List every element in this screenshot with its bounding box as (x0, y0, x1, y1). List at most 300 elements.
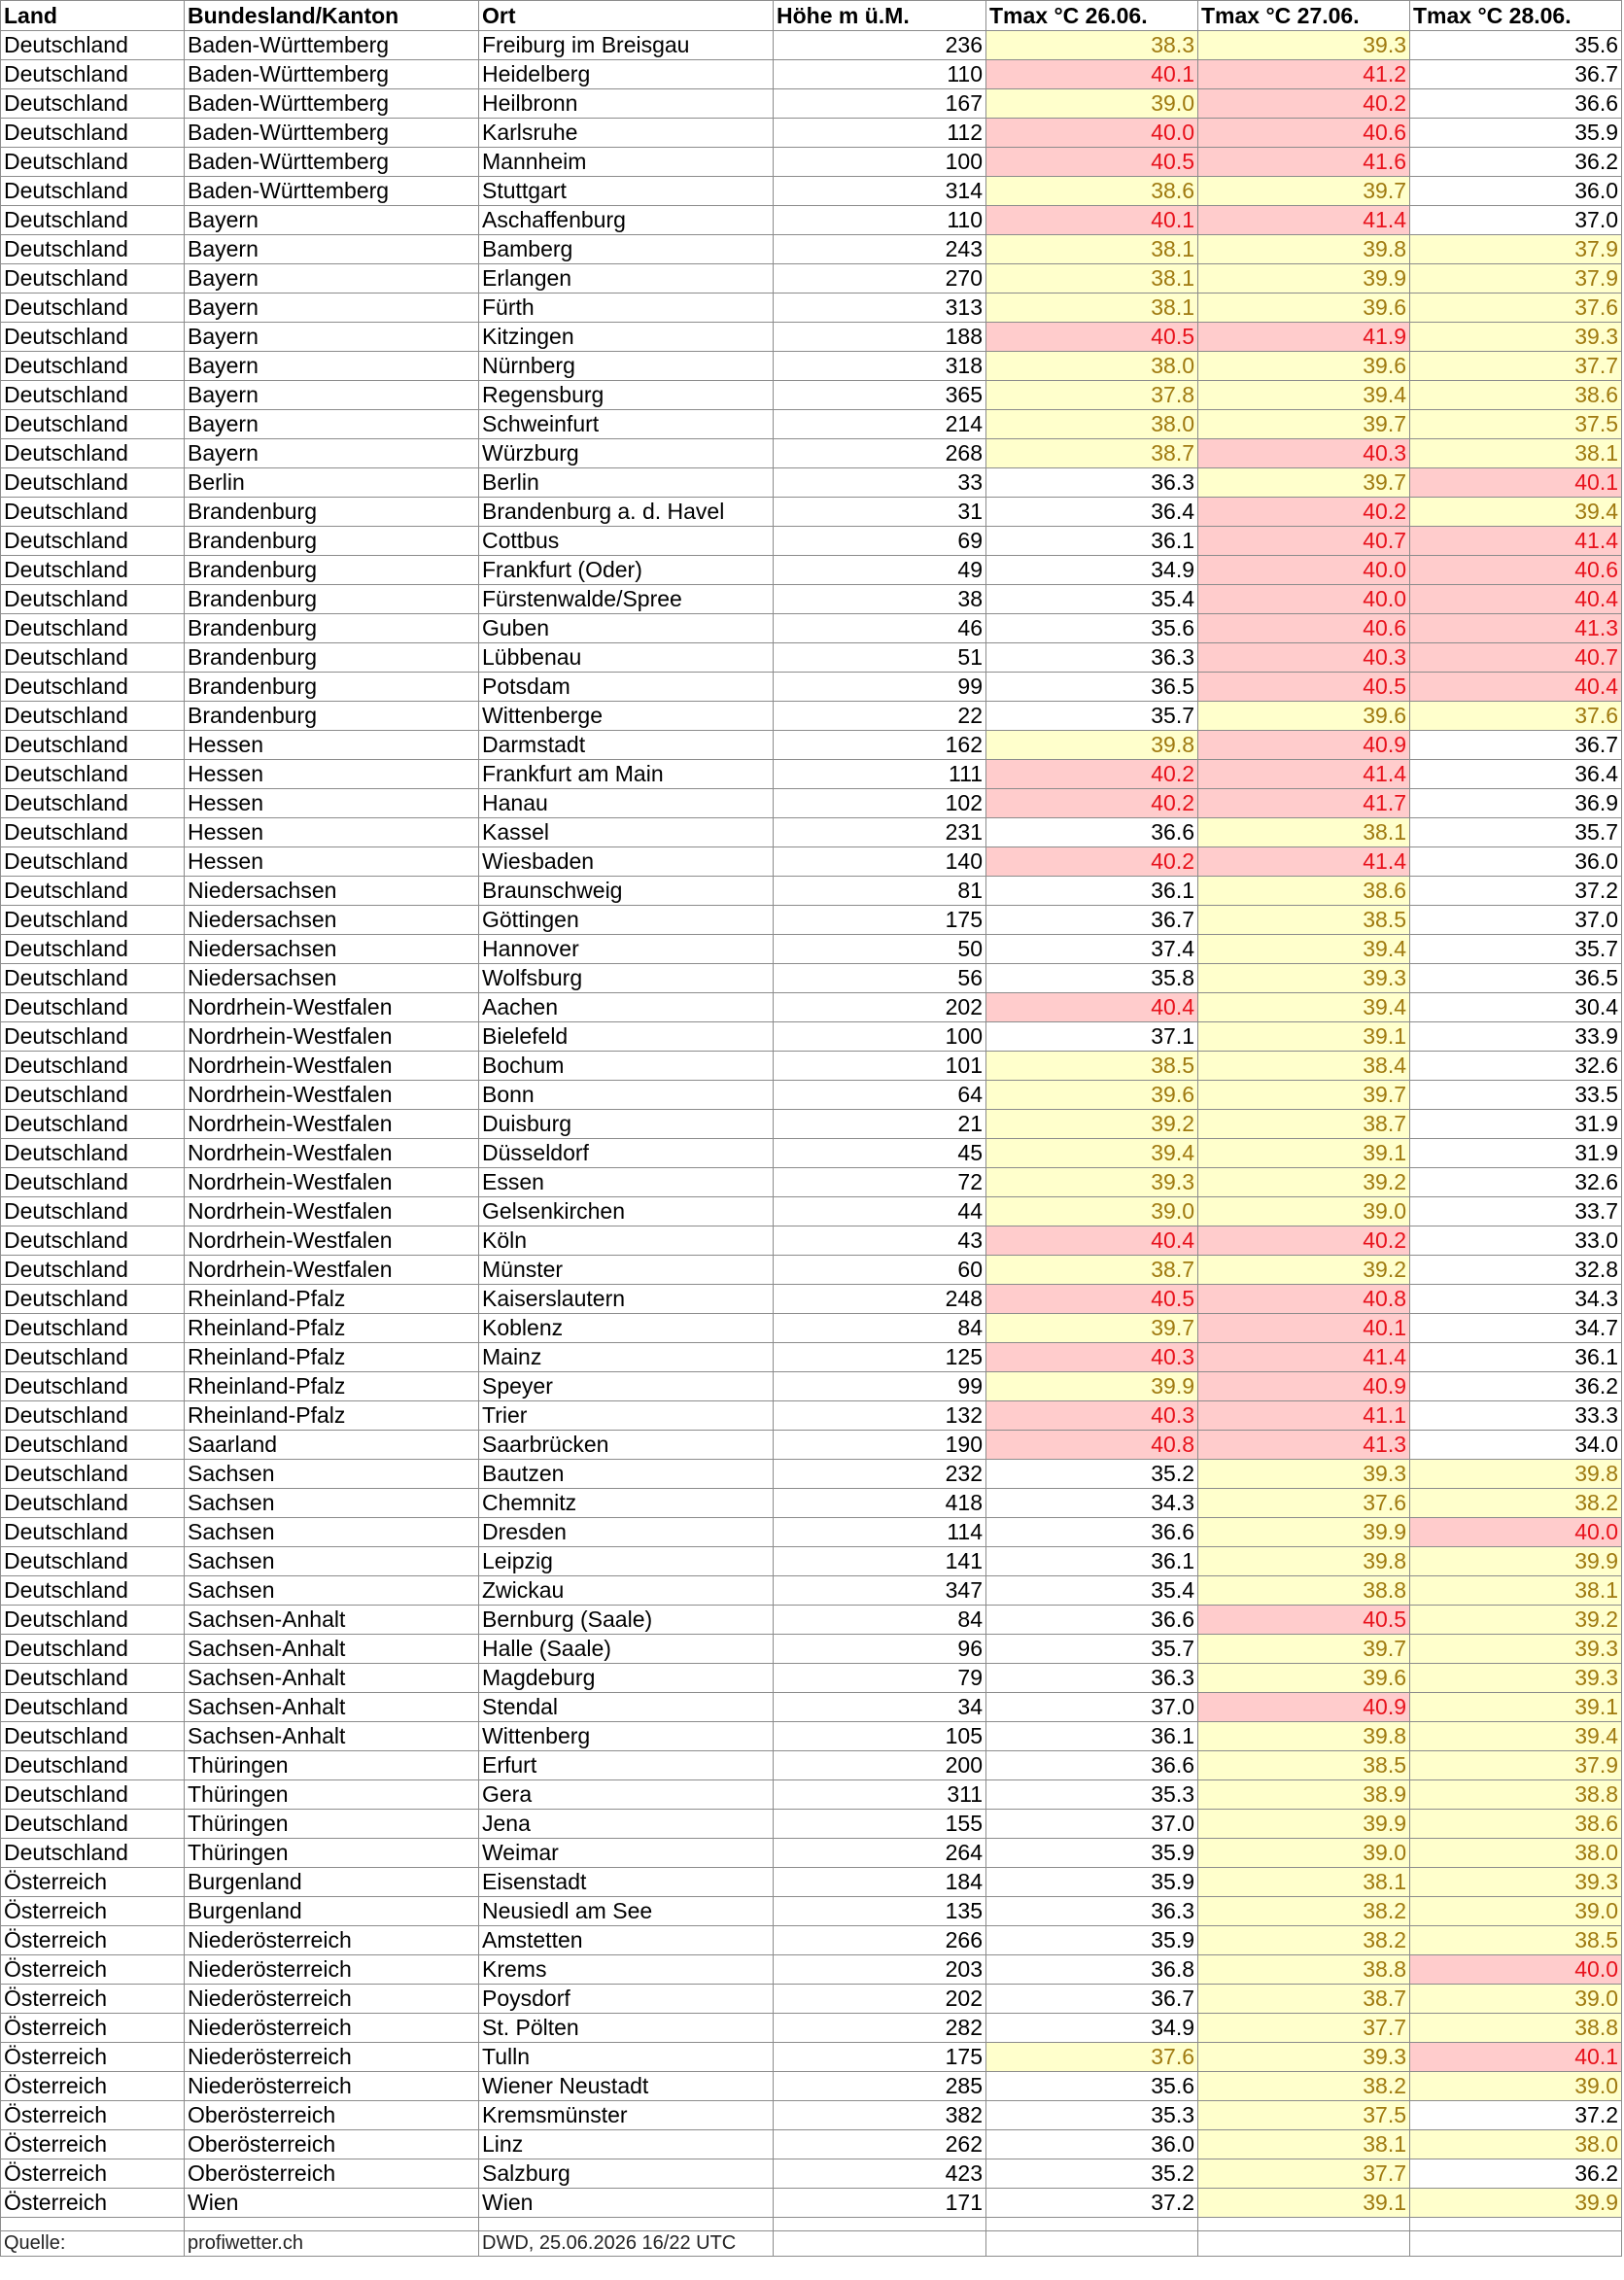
cell-tmax-26: 38.0 (986, 352, 1198, 381)
cell-ort: Bamberg (479, 235, 774, 264)
cell-bundesland: Bayern (185, 206, 479, 235)
cell-tmax-28: 36.2 (1410, 2159, 1622, 2189)
cell-tmax-28: 40.1 (1410, 468, 1622, 498)
cell-bundesland: Sachsen (185, 1518, 479, 1547)
cell-ort: Hannover (479, 935, 774, 964)
cell-bundesland: Sachsen-Anhalt (185, 1606, 479, 1635)
cell-tmax-27: 41.3 (1198, 1431, 1410, 1460)
cell-land: Deutschland (1, 614, 185, 643)
cell-hoehe: 141 (774, 1547, 986, 1576)
cell-tmax-28: 38.0 (1410, 1839, 1622, 1868)
cell-land: Deutschland (1, 352, 185, 381)
table-body (1, 31, 1622, 2218)
cell-hoehe: 72 (774, 1168, 986, 1197)
cell-tmax-26: 40.2 (986, 789, 1198, 818)
cell-ort: Gera (479, 1780, 774, 1810)
cell-tmax-27: 39.8 (1198, 1547, 1410, 1576)
cell-hoehe: 236 (774, 31, 986, 60)
cell-tmax-26: 40.3 (986, 1343, 1198, 1372)
cell-tmax-28: 40.1 (1410, 2043, 1622, 2072)
cell-tmax-26: 36.6 (986, 1751, 1198, 1780)
cell-bundesland: Brandenburg (185, 498, 479, 527)
table-row (1, 323, 1622, 352)
cell-land: Deutschland (1, 585, 185, 614)
cell-land: Deutschland (1, 468, 185, 498)
cell-hoehe: 188 (774, 323, 986, 352)
cell-hoehe: 423 (774, 2159, 986, 2189)
cell-ort: Erfurt (479, 1751, 774, 1780)
cell-bundesland: Bayern (185, 294, 479, 323)
cell-land: Österreich (1, 2159, 185, 2189)
cell-land: Österreich (1, 2189, 185, 2218)
cell-tmax-28: 39.3 (1410, 323, 1622, 352)
cell-bundesland: Nordrhein-Westfalen (185, 1081, 479, 1110)
empty-cell (1, 2218, 185, 2231)
cell-hoehe: 382 (774, 2101, 986, 2130)
cell-hoehe: 264 (774, 1839, 986, 1868)
cell-land: Deutschland (1, 1780, 185, 1810)
cell-tmax-28: 37.2 (1410, 2101, 1622, 2130)
cell-land: Deutschland (1, 818, 185, 847)
cell-tmax-28: 32.8 (1410, 1256, 1622, 1285)
table-row (1, 1343, 1622, 1372)
cell-land: Deutschland (1, 673, 185, 702)
cell-land: Deutschland (1, 643, 185, 673)
cell-ort: Duisburg (479, 1110, 774, 1139)
cell-hoehe: 101 (774, 1052, 986, 1081)
table-row (1, 1518, 1622, 1547)
cell-tmax-26: 36.1 (986, 877, 1198, 906)
cell-bundesland: Niederösterreich (185, 1985, 479, 2014)
cell-land: Deutschland (1, 1606, 185, 1635)
cell-tmax-26: 35.3 (986, 2101, 1198, 2130)
cell-land: Deutschland (1, 1839, 185, 1868)
table-row (1, 1751, 1622, 1780)
cell-tmax-26: 39.9 (986, 1372, 1198, 1401)
cell-land: Deutschland (1, 381, 185, 410)
cell-bundesland: Niedersachsen (185, 935, 479, 964)
cell-land: Deutschland (1, 556, 185, 585)
cell-land: Deutschland (1, 60, 185, 89)
source-site: profiwetter.ch (185, 2231, 479, 2257)
cell-tmax-26: 40.1 (986, 60, 1198, 89)
cell-tmax-26: 36.0 (986, 2130, 1198, 2159)
cell-ort: Kitzingen (479, 323, 774, 352)
cell-bundesland: Thüringen (185, 1810, 479, 1839)
cell-bundesland: Rheinland-Pfalz (185, 1401, 479, 1431)
cell-tmax-26: 35.7 (986, 1635, 1198, 1664)
cell-tmax-26: 38.7 (986, 1256, 1198, 1285)
cell-tmax-28: 36.1 (1410, 1343, 1622, 1372)
cell-bundesland: Baden-Württemberg (185, 177, 479, 206)
cell-hoehe: 84 (774, 1606, 986, 1635)
cell-hoehe: 111 (774, 760, 986, 789)
cell-hoehe: 31 (774, 498, 986, 527)
cell-tmax-28: 40.4 (1410, 673, 1622, 702)
cell-ort: Kaiserslautern (479, 1285, 774, 1314)
cell-hoehe: 64 (774, 1081, 986, 1110)
table-row (1, 264, 1622, 294)
cell-ort: Essen (479, 1168, 774, 1197)
cell-ort: Fürstenwalde/Spree (479, 585, 774, 614)
cell-land: Deutschland (1, 731, 185, 760)
cell-tmax-26: 39.6 (986, 1081, 1198, 1110)
cell-tmax-28: 36.9 (1410, 789, 1622, 818)
table-row (1, 1955, 1622, 1985)
cell-tmax-27: 38.1 (1198, 1868, 1410, 1897)
cell-hoehe: 51 (774, 643, 986, 673)
cell-tmax-26: 40.2 (986, 760, 1198, 789)
cell-ort: Speyer (479, 1372, 774, 1401)
cell-tmax-26: 40.0 (986, 119, 1198, 148)
source-model: DWD, 25.06.2026 16/22 UTC (479, 2231, 774, 2257)
cell-land: Deutschland (1, 294, 185, 323)
cell-land: Deutschland (1, 1139, 185, 1168)
cell-bundesland: Sachsen (185, 1489, 479, 1518)
cell-land: Deutschland (1, 1168, 185, 1197)
cell-tmax-26: 36.3 (986, 643, 1198, 673)
cell-tmax-27: 39.1 (1198, 1022, 1410, 1052)
cell-tmax-26: 38.1 (986, 235, 1198, 264)
table-row (1, 1606, 1622, 1635)
cell-bundesland: Bayern (185, 381, 479, 410)
cell-tmax-26: 40.2 (986, 847, 1198, 877)
cell-tmax-28: 39.9 (1410, 2189, 1622, 2218)
cell-tmax-27: 39.7 (1198, 468, 1410, 498)
cell-bundesland: Sachsen (185, 1547, 479, 1576)
cell-tmax-28: 30.4 (1410, 993, 1622, 1022)
empty-cell (1198, 2218, 1410, 2231)
cell-tmax-26: 34.9 (986, 2014, 1198, 2043)
cell-land: Österreich (1, 1868, 185, 1897)
cell-land: Deutschland (1, 148, 185, 177)
table-row (1, 2101, 1622, 2130)
cell-tmax-28: 38.1 (1410, 1576, 1622, 1606)
cell-tmax-27: 40.0 (1198, 585, 1410, 614)
cell-hoehe: 132 (774, 1401, 986, 1431)
cell-tmax-28: 31.9 (1410, 1110, 1622, 1139)
cell-tmax-27: 40.3 (1198, 439, 1410, 468)
table-row (1, 1052, 1622, 1081)
cell-hoehe: 314 (774, 177, 986, 206)
cell-hoehe: 140 (774, 847, 986, 877)
cell-tmax-28: 39.3 (1410, 1664, 1622, 1693)
cell-bundesland: Oberösterreich (185, 2101, 479, 2130)
cell-bundesland: Nordrhein-Westfalen (185, 1197, 479, 1226)
cell-bundesland: Rheinland-Pfalz (185, 1285, 479, 1314)
cell-tmax-26: 38.1 (986, 264, 1198, 294)
table-row (1, 1081, 1622, 1110)
cell-land: Deutschland (1, 1372, 185, 1401)
cell-tmax-27: 39.7 (1198, 1081, 1410, 1110)
cell-land: Deutschland (1, 1810, 185, 1839)
table-row (1, 556, 1622, 585)
cell-bundesland: Brandenburg (185, 527, 479, 556)
cell-bundesland: Bayern (185, 264, 479, 294)
cell-tmax-26: 35.3 (986, 1780, 1198, 1810)
cell-tmax-26: 37.6 (986, 2043, 1198, 2072)
cell-tmax-26: 38.0 (986, 410, 1198, 439)
table-row (1, 1226, 1622, 1256)
cell-bundesland: Baden-Württemberg (185, 89, 479, 119)
cell-land: Deutschland (1, 847, 185, 877)
cell-tmax-28: 40.6 (1410, 556, 1622, 585)
cell-land: Österreich (1, 2072, 185, 2101)
cell-bundesland: Baden-Württemberg (185, 119, 479, 148)
cell-tmax-27: 39.2 (1198, 1256, 1410, 1285)
cell-tmax-28: 40.4 (1410, 585, 1622, 614)
cell-tmax-27: 39.0 (1198, 1197, 1410, 1226)
cell-ort: Heidelberg (479, 60, 774, 89)
empty-cell (1198, 2231, 1410, 2257)
cell-land: Österreich (1, 1897, 185, 1926)
cell-tmax-26: 40.4 (986, 993, 1198, 1022)
cell-tmax-26: 38.1 (986, 294, 1198, 323)
cell-tmax-27: 40.1 (1198, 1314, 1410, 1343)
cell-land: Deutschland (1, 89, 185, 119)
cell-land: Deutschland (1, 1401, 185, 1431)
cell-tmax-28: 38.6 (1410, 1810, 1622, 1839)
cell-bundesland: Hessen (185, 789, 479, 818)
cell-land: Deutschland (1, 1693, 185, 1722)
cell-bundesland: Saarland (185, 1431, 479, 1460)
cell-ort: Aschaffenburg (479, 206, 774, 235)
cell-tmax-28: 34.7 (1410, 1314, 1622, 1343)
table-row (1, 381, 1622, 410)
cell-land: Deutschland (1, 31, 185, 60)
cell-bundesland: Nordrhein-Westfalen (185, 1052, 479, 1081)
cell-hoehe: 313 (774, 294, 986, 323)
table-row (1, 935, 1622, 964)
table-row (1, 702, 1622, 731)
cell-ort: Mainz (479, 1343, 774, 1372)
cell-ort: Aachen (479, 993, 774, 1022)
cell-bundesland: Niederösterreich (185, 2072, 479, 2101)
cell-tmax-27: 39.1 (1198, 1139, 1410, 1168)
cell-ort: Nürnberg (479, 352, 774, 381)
cell-land: Deutschland (1, 1197, 185, 1226)
cell-tmax-26: 36.6 (986, 1518, 1198, 1547)
cell-ort: Stendal (479, 1693, 774, 1722)
cell-tmax-28: 38.2 (1410, 1489, 1622, 1518)
empty-cell (986, 2231, 1198, 2257)
table-row (1, 1314, 1622, 1343)
cell-tmax-28: 31.9 (1410, 1139, 1622, 1168)
cell-tmax-28: 37.9 (1410, 235, 1622, 264)
cell-tmax-28: 38.0 (1410, 2130, 1622, 2159)
cell-tmax-27: 39.6 (1198, 1664, 1410, 1693)
cell-hoehe: 102 (774, 789, 986, 818)
cell-tmax-27: 39.4 (1198, 381, 1410, 410)
cell-hoehe: 232 (774, 1460, 986, 1489)
cell-hoehe: 79 (774, 1664, 986, 1693)
cell-tmax-27: 38.6 (1198, 877, 1410, 906)
cell-hoehe: 99 (774, 673, 986, 702)
cell-bundesland: Oberösterreich (185, 2159, 479, 2189)
cell-hoehe: 243 (774, 235, 986, 264)
cell-tmax-27: 41.4 (1198, 760, 1410, 789)
cell-ort: Köln (479, 1226, 774, 1256)
cell-ort: Wien (479, 2189, 774, 2218)
cell-bundesland: Thüringen (185, 1780, 479, 1810)
cell-bundesland: Nordrhein-Westfalen (185, 1110, 479, 1139)
cell-tmax-27: 40.9 (1198, 1372, 1410, 1401)
cell-tmax-26: 36.7 (986, 1985, 1198, 2014)
cell-tmax-27: 40.5 (1198, 1606, 1410, 1635)
cell-hoehe: 114 (774, 1518, 986, 1547)
cell-tmax-28: 39.9 (1410, 1547, 1622, 1576)
cell-tmax-27: 40.2 (1198, 89, 1410, 119)
cell-hoehe: 184 (774, 1868, 986, 1897)
table-row (1, 906, 1622, 935)
cell-hoehe: 347 (774, 1576, 986, 1606)
cell-tmax-27: 40.2 (1198, 498, 1410, 527)
cell-tmax-27: 38.7 (1198, 1985, 1410, 2014)
table-row (1, 1431, 1622, 1460)
cell-tmax-28: 38.8 (1410, 2014, 1622, 2043)
table-row (1, 673, 1622, 702)
cell-bundesland: Nordrhein-Westfalen (185, 1256, 479, 1285)
cell-bundesland: Hessen (185, 760, 479, 789)
cell-tmax-28: 33.7 (1410, 1197, 1622, 1226)
cell-ort: Weimar (479, 1839, 774, 1868)
table-row (1, 2159, 1622, 2189)
cell-tmax-27: 40.3 (1198, 643, 1410, 673)
cell-ort: Schweinfurt (479, 410, 774, 439)
cell-tmax-28: 38.8 (1410, 1780, 1622, 1810)
cell-ort: Braunschweig (479, 877, 774, 906)
cell-tmax-28: 40.7 (1410, 643, 1622, 673)
cell-ort: Jena (479, 1810, 774, 1839)
table-row (1, 177, 1622, 206)
cell-bundesland: Sachsen-Anhalt (185, 1635, 479, 1664)
cell-ort: Koblenz (479, 1314, 774, 1343)
cell-hoehe: 96 (774, 1635, 986, 1664)
cell-hoehe: 105 (774, 1722, 986, 1751)
cell-hoehe: 46 (774, 614, 986, 643)
cell-tmax-26: 35.9 (986, 1926, 1198, 1955)
cell-bundesland: Sachsen (185, 1460, 479, 1489)
cell-tmax-26: 38.3 (986, 31, 1198, 60)
cell-tmax-27: 39.3 (1198, 2043, 1410, 2072)
cell-ort: Brandenburg a. d. Havel (479, 498, 774, 527)
cell-tmax-27: 40.9 (1198, 731, 1410, 760)
cell-bundesland: Brandenburg (185, 702, 479, 731)
table-row (1, 789, 1622, 818)
cell-ort: Krems (479, 1955, 774, 1985)
table-row (1, 1110, 1622, 1139)
cell-tmax-26: 36.6 (986, 1606, 1198, 1635)
cell-tmax-27: 40.6 (1198, 614, 1410, 643)
cell-tmax-28: 33.0 (1410, 1226, 1622, 1256)
cell-bundesland: Niedersachsen (185, 964, 479, 993)
table-row (1, 1372, 1622, 1401)
cell-tmax-26: 36.1 (986, 1722, 1198, 1751)
cell-tmax-26: 36.6 (986, 818, 1198, 847)
cell-bundesland: Bayern (185, 410, 479, 439)
cell-hoehe: 44 (774, 1197, 986, 1226)
cell-ort: Gelsenkirchen (479, 1197, 774, 1226)
cell-tmax-27: 39.4 (1198, 993, 1410, 1022)
table-row (1, 1401, 1622, 1431)
table-row (1, 352, 1622, 381)
cell-tmax-27: 39.6 (1198, 352, 1410, 381)
cell-bundesland: Hessen (185, 818, 479, 847)
cell-tmax-26: 35.2 (986, 2159, 1198, 2189)
cell-tmax-27: 41.4 (1198, 1343, 1410, 1372)
cell-tmax-27: 39.7 (1198, 410, 1410, 439)
table-row (1, 585, 1622, 614)
col-header-bundesland: Bundesland/Kanton (185, 1, 479, 31)
cell-hoehe: 38 (774, 585, 986, 614)
cell-tmax-26: 35.9 (986, 1839, 1198, 1868)
cell-ort: Amstetten (479, 1926, 774, 1955)
table-row (1, 498, 1622, 527)
cell-hoehe: 268 (774, 439, 986, 468)
table-row (1, 1664, 1622, 1693)
cell-land: Österreich (1, 2130, 185, 2159)
cell-tmax-27: 41.1 (1198, 1401, 1410, 1431)
table-row (1, 148, 1622, 177)
cell-land: Deutschland (1, 935, 185, 964)
cell-land: Deutschland (1, 1635, 185, 1664)
table-row (1, 731, 1622, 760)
table-row (1, 2043, 1622, 2072)
cell-tmax-27: 38.5 (1198, 906, 1410, 935)
cell-tmax-28: 37.0 (1410, 906, 1622, 935)
cell-hoehe: 175 (774, 2043, 986, 2072)
cell-tmax-27: 39.8 (1198, 1722, 1410, 1751)
cell-tmax-26: 40.8 (986, 1431, 1198, 1460)
table-row (1, 439, 1622, 468)
cell-tmax-26: 37.0 (986, 1693, 1198, 1722)
cell-land: Deutschland (1, 1226, 185, 1256)
header-row (1, 1, 1622, 31)
cell-ort: Kassel (479, 818, 774, 847)
cell-hoehe: 33 (774, 468, 986, 498)
cell-land: Deutschland (1, 1547, 185, 1576)
cell-land: Deutschland (1, 1722, 185, 1751)
cell-tmax-26: 36.5 (986, 673, 1198, 702)
table-row (1, 964, 1622, 993)
cell-tmax-26: 35.2 (986, 1460, 1198, 1489)
table-row (1, 1022, 1622, 1052)
cell-bundesland: Hessen (185, 847, 479, 877)
cell-hoehe: 155 (774, 1810, 986, 1839)
cell-bundesland: Burgenland (185, 1897, 479, 1926)
cell-tmax-27: 39.2 (1198, 1168, 1410, 1197)
cell-tmax-28: 37.9 (1410, 1751, 1622, 1780)
cell-hoehe: 270 (774, 264, 986, 294)
table-row (1, 60, 1622, 89)
col-header-tmax-27: Tmax °C 27.06. (1198, 1, 1410, 31)
cell-tmax-28: 39.1 (1410, 1693, 1622, 1722)
cell-tmax-27: 37.7 (1198, 2159, 1410, 2189)
cell-ort: Lübbenau (479, 643, 774, 673)
cell-ort: Chemnitz (479, 1489, 774, 1518)
cell-tmax-27: 38.1 (1198, 818, 1410, 847)
cell-hoehe: 112 (774, 119, 986, 148)
cell-tmax-28: 36.7 (1410, 731, 1622, 760)
cell-tmax-28: 35.9 (1410, 119, 1622, 148)
cell-tmax-26: 35.6 (986, 2072, 1198, 2101)
cell-ort: Göttingen (479, 906, 774, 935)
cell-tmax-27: 39.9 (1198, 1518, 1410, 1547)
cell-tmax-26: 37.8 (986, 381, 1198, 410)
cell-ort: Halle (Saale) (479, 1635, 774, 1664)
cell-hoehe: 49 (774, 556, 986, 585)
cell-tmax-28: 37.0 (1410, 206, 1622, 235)
